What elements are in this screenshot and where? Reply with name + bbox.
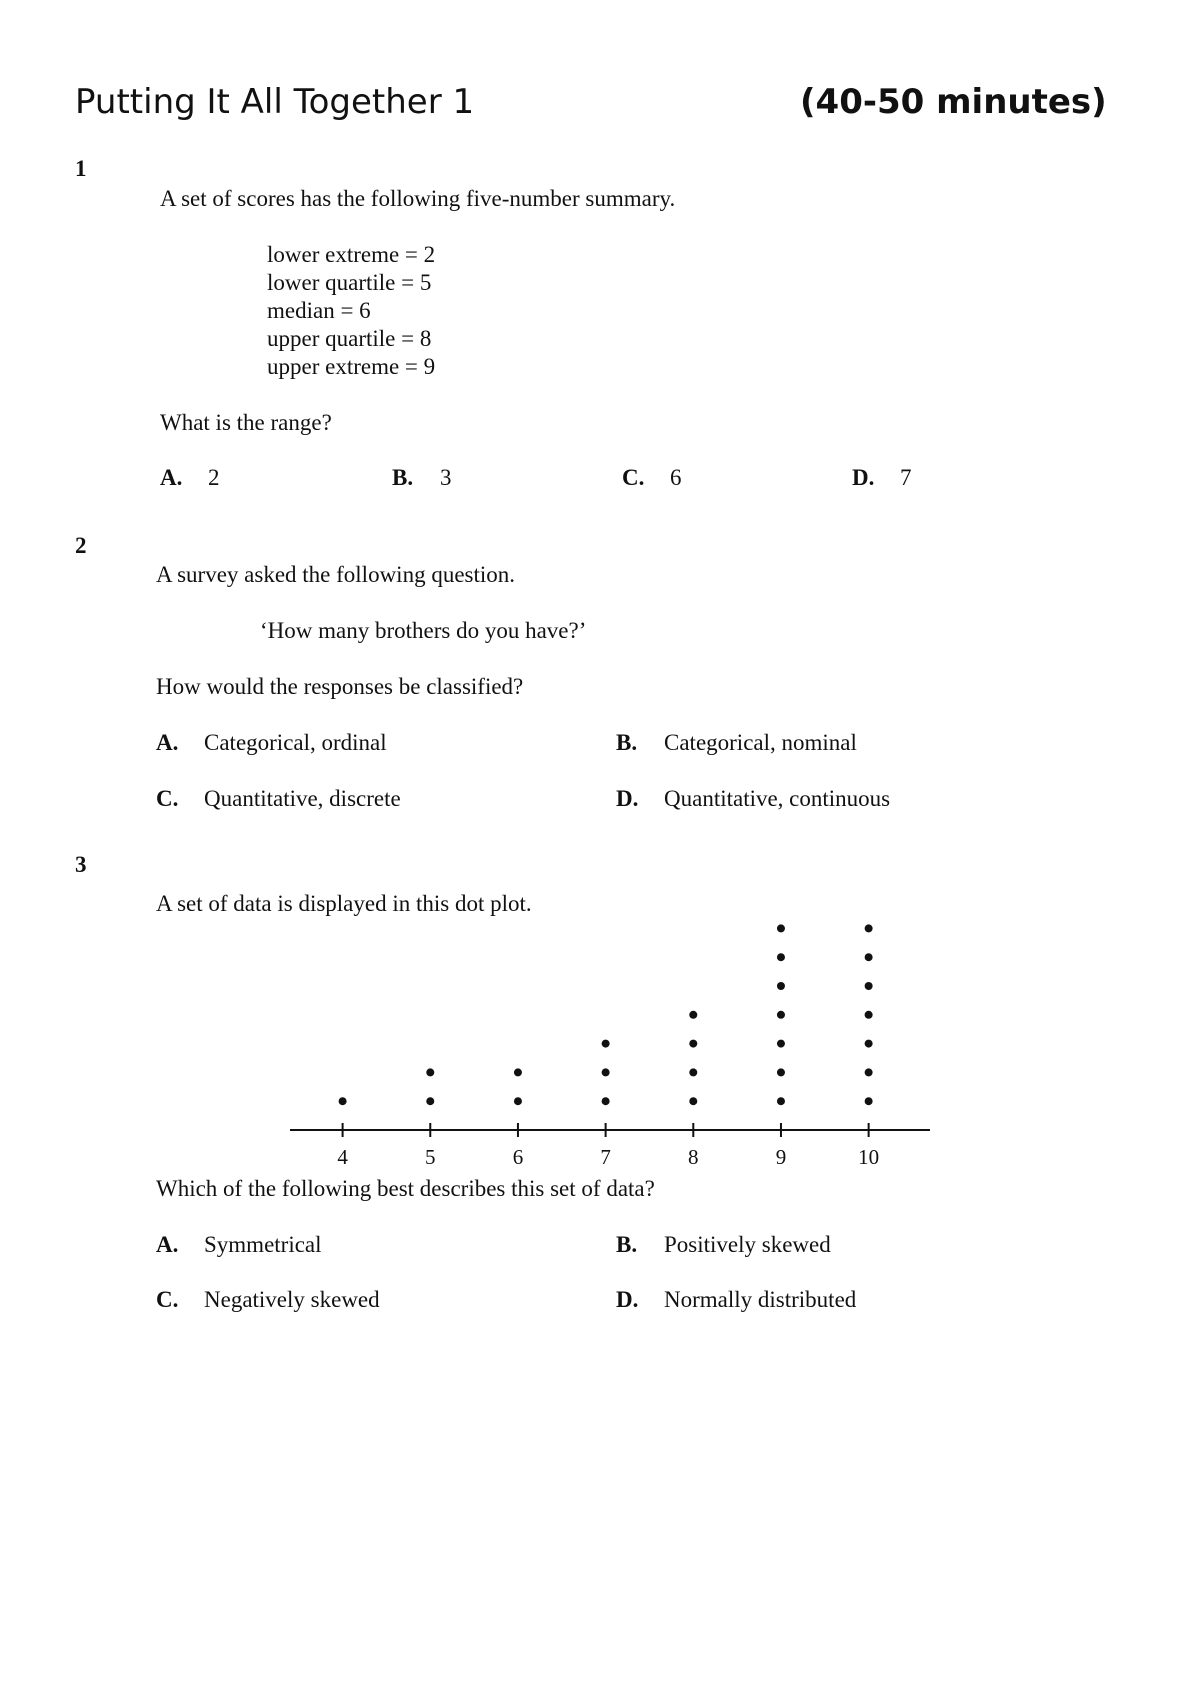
summary-upper-quartile: upper quartile = 8 — [267, 326, 432, 351]
data-dot — [777, 924, 785, 932]
q2-option-a[interactable] — [156, 730, 387, 756]
data-dot — [865, 1040, 873, 1048]
data-dot — [602, 1040, 610, 1048]
x-tick-label: 4 — [337, 1145, 348, 1169]
page-title: Putting It All Together 1 — [75, 82, 475, 122]
q1-option-d[interactable] — [852, 465, 912, 491]
x-tick-label: 5 — [425, 1145, 436, 1169]
q3-option-b[interactable] — [616, 1232, 831, 1258]
option-letter: C. — [156, 786, 179, 811]
option-text: Quantitative, continuous — [664, 786, 891, 811]
option-text: 2 — [208, 465, 220, 490]
question-number-2: 2 — [75, 533, 87, 558]
summary-median: median = 6 — [267, 298, 371, 323]
data-dot — [865, 924, 873, 932]
option-letter: C. — [156, 1287, 179, 1312]
option-letter: D. — [616, 1287, 639, 1312]
option-letter: B. — [616, 1232, 638, 1257]
q2-option-d[interactable] — [616, 786, 890, 812]
option-text: Negatively skewed — [204, 1287, 380, 1312]
q1-option-b[interactable] — [392, 465, 452, 491]
option-text: Categorical, nominal — [664, 730, 857, 755]
q3-option-c[interactable] — [156, 1287, 380, 1313]
option-text: 7 — [900, 465, 912, 490]
question-2-quote: ‘How many brothers do you have?’ — [260, 618, 587, 643]
data-dot — [865, 1011, 873, 1019]
x-tick-label: 9 — [775, 1145, 787, 1169]
data-dot — [865, 982, 873, 990]
data-dot — [777, 1097, 785, 1105]
time-allowance: (40-50 minutes) — [800, 82, 1107, 122]
question-3-prompt: Which of the following best describes this set of data? — [156, 1176, 655, 1201]
x-tick-label: 6 — [512, 1145, 524, 1169]
question-1-prompt: What is the range? — [160, 410, 332, 435]
data-dot — [602, 1068, 610, 1076]
data-dot — [865, 1097, 873, 1105]
option-letter: A. — [156, 730, 179, 755]
option-text: Normally distributed — [664, 1287, 857, 1312]
data-dot — [689, 1040, 697, 1048]
question-1-stem: A set of scores has the following five-number summary. — [160, 186, 676, 211]
summary-lower-extreme: lower extreme = 2 — [267, 242, 436, 267]
option-text: Positively skewed — [664, 1232, 831, 1257]
q2-option-c[interactable] — [156, 786, 401, 812]
x-tick-label: 7 — [600, 1145, 611, 1169]
q3-option-d[interactable] — [616, 1287, 856, 1313]
data-dot — [514, 1097, 522, 1105]
question-number-3: 3 — [75, 852, 87, 877]
option-text: 3 — [440, 465, 452, 490]
question-2-stem: A survey asked the following question. — [156, 562, 516, 587]
question-number-1: 1 — [75, 156, 87, 181]
data-dot — [865, 1068, 873, 1076]
data-dot — [777, 1011, 785, 1019]
option-letter: B. — [392, 465, 414, 490]
data-dot — [865, 953, 873, 961]
q3-option-a[interactable] — [156, 1232, 322, 1258]
data-dot — [777, 1040, 785, 1048]
option-letter: D. — [616, 786, 639, 811]
option-text: Categorical, ordinal — [204, 730, 387, 755]
option-letter: B. — [616, 730, 638, 755]
dot-plot — [280, 900, 940, 1170]
option-text: 6 — [670, 465, 682, 490]
question-3-stem: A set of data is displayed in this dot plot. — [156, 891, 532, 916]
q2-option-b[interactable] — [616, 730, 857, 756]
option-text: Quantitative, discrete — [204, 786, 401, 811]
data-dot — [777, 982, 785, 990]
question-2-prompt: How would the responses be classified? — [156, 674, 524, 699]
data-dot — [339, 1097, 347, 1105]
data-dot — [602, 1097, 610, 1105]
option-letter: A. — [160, 465, 183, 490]
option-letter: A. — [156, 1232, 179, 1257]
summary-lower-quartile: lower quartile = 5 — [267, 270, 432, 295]
data-dot — [514, 1068, 522, 1076]
option-letter: D. — [852, 465, 875, 490]
option-text: Symmetrical — [204, 1232, 322, 1257]
data-dot — [689, 1068, 697, 1076]
x-tick-label: 10 — [858, 1145, 880, 1169]
data-dot — [689, 1097, 697, 1105]
summary-upper-extreme: upper extreme = 9 — [267, 354, 436, 379]
data-dot — [426, 1097, 434, 1105]
data-dot — [426, 1068, 434, 1076]
data-dot — [689, 1011, 697, 1019]
option-letter: C. — [622, 465, 645, 490]
data-dot — [777, 953, 785, 961]
x-tick-label: 8 — [688, 1145, 699, 1169]
q1-option-a[interactable] — [160, 465, 220, 491]
q1-option-c[interactable] — [622, 465, 682, 491]
data-dot — [777, 1068, 785, 1076]
five-number-summary — [267, 241, 435, 381]
